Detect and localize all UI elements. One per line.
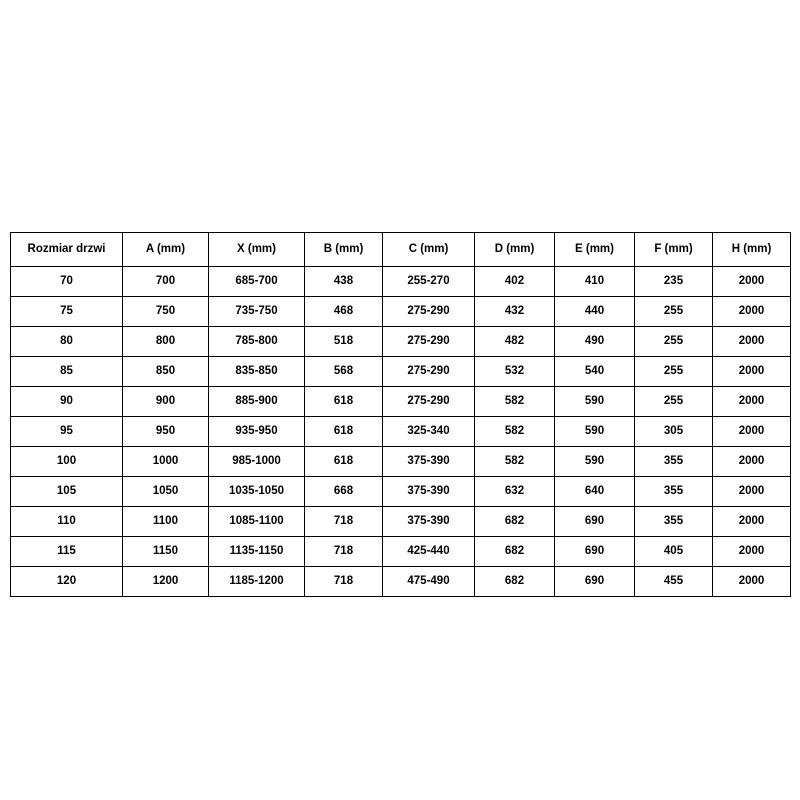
table-cell: 718 <box>305 507 383 537</box>
table-cell: 375-390 <box>383 507 475 537</box>
column-header: D (mm) <box>475 233 555 267</box>
door-size-spec-table <box>10 232 791 597</box>
table-cell: 1185-1200 <box>209 567 305 597</box>
table-cell: 2000 <box>713 537 791 567</box>
table-cell: 255 <box>635 327 713 357</box>
table-cell: 355 <box>635 507 713 537</box>
table-cell: 255 <box>635 357 713 387</box>
column-header: C (mm) <box>383 233 475 267</box>
table-cell: 275-290 <box>383 387 475 417</box>
table-cell: 275-290 <box>383 297 475 327</box>
table-cell: 255 <box>635 387 713 417</box>
table-row <box>11 507 791 537</box>
table-cell: 568 <box>305 357 383 387</box>
table-cell: 668 <box>305 477 383 507</box>
table-cell: 690 <box>555 507 635 537</box>
table-cell: 110 <box>11 507 123 537</box>
table-cell: 685-700 <box>209 267 305 297</box>
table-cell: 618 <box>305 447 383 477</box>
table-cell: 640 <box>555 477 635 507</box>
table-cell: 440 <box>555 297 635 327</box>
table-cell: 425-440 <box>383 537 475 567</box>
table-cell: 935-950 <box>209 417 305 447</box>
table-row <box>11 297 791 327</box>
table-row <box>11 537 791 567</box>
table-cell: 75 <box>11 297 123 327</box>
table-cell: 800 <box>123 327 209 357</box>
table-cell: 718 <box>305 537 383 567</box>
table-cell: 1085-1100 <box>209 507 305 537</box>
table-cell: 455 <box>635 567 713 597</box>
table-cell: 985-1000 <box>209 447 305 477</box>
table-row <box>11 387 791 417</box>
table-cell: 618 <box>305 417 383 447</box>
table-cell: 682 <box>475 507 555 537</box>
table-cell: 490 <box>555 327 635 357</box>
table-cell: 355 <box>635 447 713 477</box>
table-row <box>11 567 791 597</box>
table-row <box>11 267 791 297</box>
table-cell: 2000 <box>713 387 791 417</box>
table-cell: 682 <box>475 537 555 567</box>
table-cell: 835-850 <box>209 357 305 387</box>
table-cell: 255-270 <box>383 267 475 297</box>
table-cell: 275-290 <box>383 327 475 357</box>
table-cell: 115 <box>11 537 123 567</box>
table-cell: 850 <box>123 357 209 387</box>
table-cell: 582 <box>475 417 555 447</box>
table-cell: 2000 <box>713 297 791 327</box>
column-header: X (mm) <box>209 233 305 267</box>
table-cell: 2000 <box>713 327 791 357</box>
table-cell: 750 <box>123 297 209 327</box>
table-cell: 80 <box>11 327 123 357</box>
table-header-row <box>11 233 791 267</box>
table-cell: 95 <box>11 417 123 447</box>
table-cell: 2000 <box>713 447 791 477</box>
table-cell: 618 <box>305 387 383 417</box>
table-cell: 275-290 <box>383 357 475 387</box>
table-cell: 1100 <box>123 507 209 537</box>
column-header: Rozmiar drzwi <box>11 233 123 267</box>
table-cell: 690 <box>555 567 635 597</box>
table-cell: 532 <box>475 357 555 387</box>
column-header: E (mm) <box>555 233 635 267</box>
table-cell: 85 <box>11 357 123 387</box>
table-row <box>11 477 791 507</box>
table-cell: 410 <box>555 267 635 297</box>
table-cell: 1050 <box>123 477 209 507</box>
table-cell: 305 <box>635 417 713 447</box>
table-cell: 375-390 <box>383 447 475 477</box>
table-cell: 235 <box>635 267 713 297</box>
table-cell: 405 <box>635 537 713 567</box>
table-cell: 682 <box>475 567 555 597</box>
table-cell: 718 <box>305 567 383 597</box>
table-cell: 582 <box>475 447 555 477</box>
table-cell: 2000 <box>713 267 791 297</box>
table-cell: 590 <box>555 417 635 447</box>
table-cell: 432 <box>475 297 555 327</box>
table-cell: 582 <box>475 387 555 417</box>
table-cell: 1150 <box>123 537 209 567</box>
table-cell: 632 <box>475 477 555 507</box>
column-header: A (mm) <box>123 233 209 267</box>
table-row <box>11 357 791 387</box>
table-cell: 90 <box>11 387 123 417</box>
table-cell: 475-490 <box>383 567 475 597</box>
table-cell: 785-800 <box>209 327 305 357</box>
table-cell: 590 <box>555 447 635 477</box>
table-cell: 70 <box>11 267 123 297</box>
table-cell: 540 <box>555 357 635 387</box>
table-cell: 590 <box>555 387 635 417</box>
table-cell: 2000 <box>713 417 791 447</box>
table-cell: 375-390 <box>383 477 475 507</box>
table-cell: 2000 <box>713 477 791 507</box>
table-cell: 2000 <box>713 507 791 537</box>
spec-table-container <box>10 232 790 597</box>
table-cell: 690 <box>555 537 635 567</box>
table-cell: 1000 <box>123 447 209 477</box>
table-cell: 120 <box>11 567 123 597</box>
table-cell: 255 <box>635 297 713 327</box>
table-cell: 468 <box>305 297 383 327</box>
table-cell: 1035-1050 <box>209 477 305 507</box>
table-cell: 438 <box>305 267 383 297</box>
table-cell: 2000 <box>713 567 791 597</box>
table-cell: 100 <box>11 447 123 477</box>
table-cell: 1135-1150 <box>209 537 305 567</box>
table-row <box>11 417 791 447</box>
table-cell: 700 <box>123 267 209 297</box>
table-cell: 402 <box>475 267 555 297</box>
column-header: H (mm) <box>713 233 791 267</box>
table-cell: 885-900 <box>209 387 305 417</box>
table-cell: 325-340 <box>383 417 475 447</box>
table-cell: 105 <box>11 477 123 507</box>
table-cell: 735-750 <box>209 297 305 327</box>
table-cell: 2000 <box>713 357 791 387</box>
column-header: B (mm) <box>305 233 383 267</box>
column-header: F (mm) <box>635 233 713 267</box>
table-cell: 1200 <box>123 567 209 597</box>
table-cell: 355 <box>635 477 713 507</box>
table-row <box>11 447 791 477</box>
table-cell: 950 <box>123 417 209 447</box>
table-row <box>11 327 791 357</box>
table-cell: 518 <box>305 327 383 357</box>
table-cell: 482 <box>475 327 555 357</box>
table-cell: 900 <box>123 387 209 417</box>
